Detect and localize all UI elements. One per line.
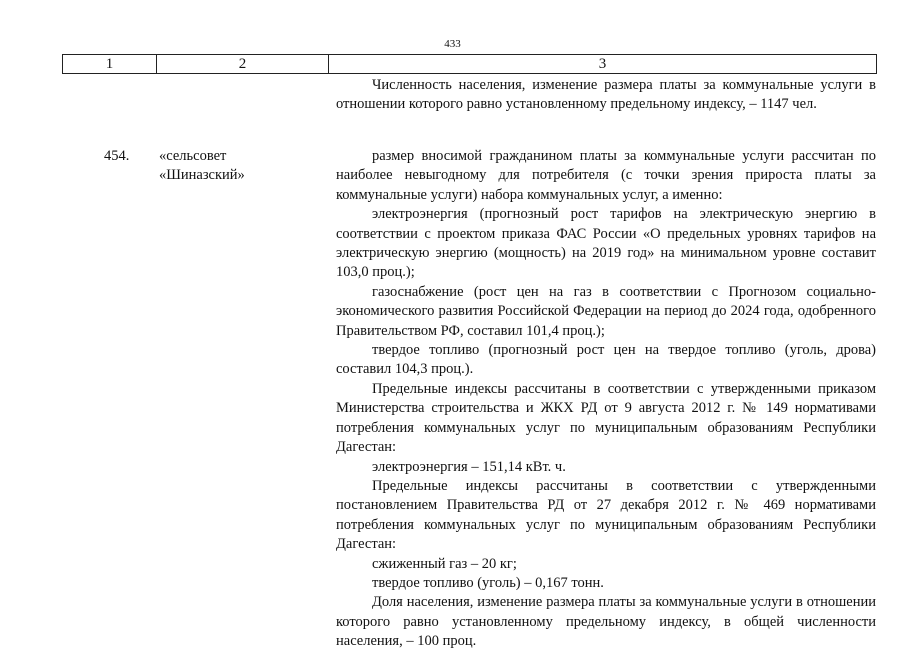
paragraph-gas-norm: сжиженный газ – 20 кг;	[372, 555, 517, 572]
column-header-table	[62, 54, 877, 74]
paragraph-population-share: Доля населения, изменение размера платы за коммунальные услуги в отношении которого равно установленному предельному индексу, в общей численности населения, – 100 проц.	[336, 594, 876, 650]
paragraph-electricity-norm: электроэнергия – 151,14 кВт. ч.	[372, 458, 566, 475]
paragraph-electricity-growth: электроэнергия (прогнозный рост тарифов на электрическую энергию в соответствии с проектом приказа ФАС России «О предельных уровнях тарифов на электрическую энергию (мощность) на 2019 год» на минимальном уровне составит 103,0 проц.);	[336, 206, 876, 281]
column-header-2: 2	[157, 55, 329, 74]
page-number: 433	[444, 38, 461, 50]
column-header-1: 1	[63, 55, 157, 74]
paragraph-gas-growth: газоснабжение (рост цен на газ в соответствии с Прогнозом социально-экономического развития Российской Федерации на период до 2024 года, одобренного Правительством РФ, составил 101,4 проц.);	[336, 283, 876, 339]
municipality-name	[159, 147, 329, 186]
continuation-block	[336, 76, 876, 115]
municipality-name-line-1: «сельсовет	[159, 148, 227, 164]
row-number: 454.	[104, 148, 130, 164]
paragraph-intro: размер вносимой гражданином платы за коммунальные услуги рассчитан по наиболее невыгодному для потребителя (с точки зрения прироста платы за коммунальные услуги) набора коммунальных услуг, а именно:	[336, 148, 876, 203]
paragraph-indices-order-149: Предельные индексы рассчитаны в соответствии с утвержденными приказом Министерства строительства и ЖКХ РД от 9 августа 2012 г. № 149 нормативами потребления коммунальных услуг по муниципальным образованиям Республики Дагестан:	[336, 380, 876, 456]
paragraph-indices-resolution-469: Предельные индексы рассчитаны в соответствии с утвержденными постановлением Правительства РД от 27 декабря 2012 г. № 469 нормативами потребления коммунальных услуг по муниципальным образованиям Республики Дагестан:	[336, 477, 876, 553]
paragraph-solid-fuel-norm: твердое топливо (уголь) – 0,167 тонн.	[372, 574, 604, 591]
municipality-name-line-2: «Шиназский»	[159, 167, 245, 184]
paragraph-solid-fuel-growth: твердое топливо (прогнозный рост цен на твердое топливо (уголь, дрова) составил 104,3 проц.).	[336, 342, 876, 378]
continuation-paragraph: Численность населения, изменение размера платы за коммунальные услуги в отношении которого равно установленному предельному индексу, – 1147 чел.	[336, 77, 876, 113]
row-description	[336, 147, 876, 652]
column-header-row	[63, 55, 877, 74]
column-header-3: 3	[329, 55, 877, 74]
